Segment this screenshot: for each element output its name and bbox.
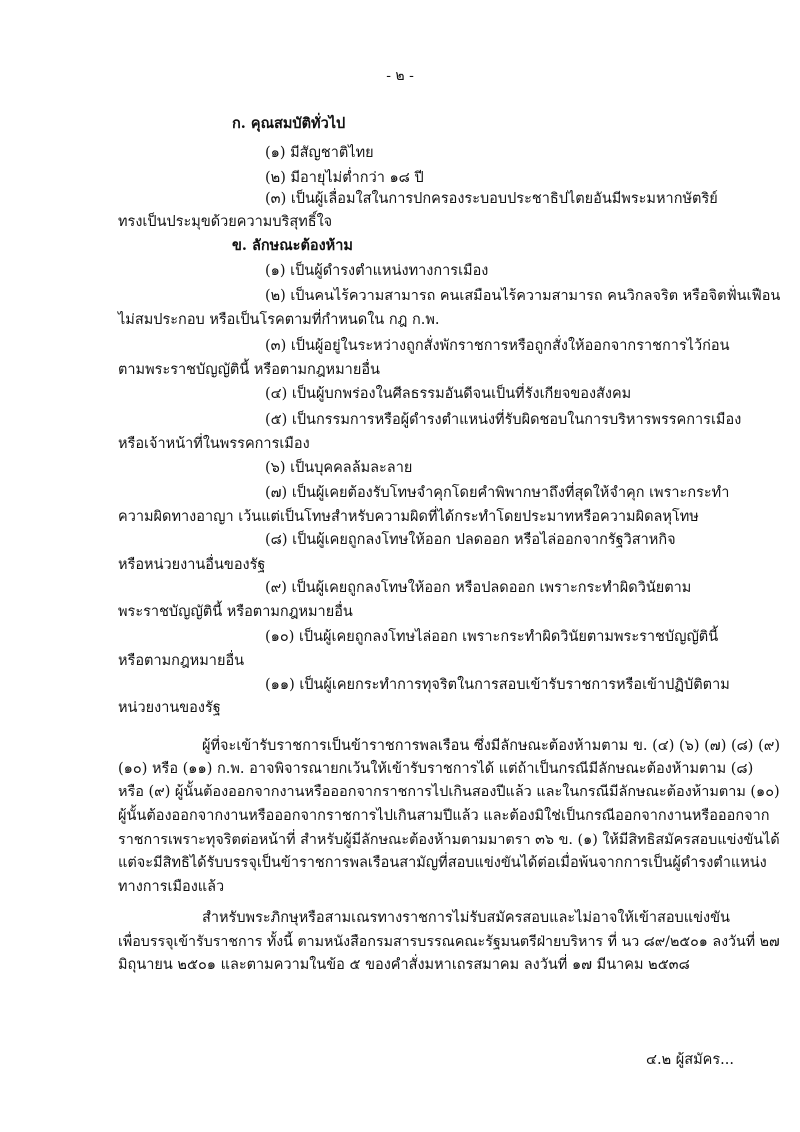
prohibition-line: (๓) เป็นผู้อยู่ในระหว่างถูกสั่งพักราชการหรือถูกสั่งให้ออกจากราชการไว้ก่อน [265, 338, 730, 354]
prohibition-line: (๔) เป็นผู้บกพร่องในศีลธรรมอันดีจนเป็นที่รังเกียจของสังคม [265, 386, 632, 402]
prohibition-line: (๑๐) เป็นผู้เคยถูกลงโทษไล่ออก เพราะกระทำผิดวินัยตามพระราชบัญญัตินี้ [265, 629, 719, 645]
prohibition-line: (๘) เป็นผู้เคยถูกลงโทษให้ออก ปลดออก หรือไล่ออกจากรัฐวิสาหกิจ [265, 532, 676, 548]
paragraph-line: แต่จะมีสิทธิได้รับบรรจุเป็นข้าราชการพลเรือนสามัญที่สอบแข่งขันได้ต่อเมื่อพ้นจากการเป็นผู้ดำรงตำแหน่ง [118, 855, 767, 871]
paragraph-line: มิถุนายน ๒๕๐๑ และตามความในข้อ ๕ ของคำสั่งมหาเถรสมาคม ลงวันที่ ๑๗ มีนาคม ๒๕๓๘ [118, 957, 690, 973]
paragraph-line: ผู้ที่จะเข้ารับราชการเป็นข้าราชการพลเรือน ซึ่งมีลักษณะต้องห้ามตาม ข. (๔) (๖) (๗) (๘) (๙) [202, 738, 781, 754]
paragraph-line: ราชการเพราะทุจริตต่อหน้าที่ สำหรับผู้มีลักษณะต้องห้ามตามมาตรา ๓๖ ข. (๑) ให้มีสิทธิสมัครสอบแข่งขันได้ [118, 832, 780, 848]
section-ka-heading: ก. คุณสมบัติทั่วไป [232, 115, 346, 132]
qualification-item-continued: ทรงเป็นประมุขด้วยความบริสุทธิ์ใจ [118, 214, 333, 230]
prohibition-line: (๑๑) เป็นผู้เคยกระทำการทุจริตในการสอบเข้ารับราชการหรือเข้าปฏิบัติตาม [265, 677, 730, 693]
prohibition-line: ไม่สมประกอบ หรือเป็นโรคตามที่กำหนดใน กฎ ก.พ. [118, 312, 440, 328]
paragraph-line: สำหรับพระภิกษุหรือสามเณรทางราชการไม่รับสมัครสอบและไม่อาจให้เข้าสอบแข่งขัน [202, 910, 730, 926]
prohibition-line: (๖) เป็นบุคคลล้มละลาย [265, 460, 413, 476]
prohibition-line: หรือหน่วยงานอื่นของรัฐ [118, 557, 266, 573]
prohibition-line: (๗) เป็นผู้เคยต้องรับโทษจำคุกโดยคำพิพากษาถึงที่สุดให้จำคุก เพราะกระทำ [265, 485, 730, 501]
prohibition-line: (๑) เป็นผู้ดำรงตำแหน่งทางการเมือง [265, 263, 489, 279]
prohibition-line: (๙) เป็นผู้เคยถูกลงโทษให้ออก หรือปลดออก เพราะกระทำผิดวินัยตาม [265, 580, 692, 596]
continuation-note: ๔.๒ ผู้สมัคร... [646, 1052, 734, 1068]
paragraph-line: (๑๐) หรือ (๑๑) ก.พ. อาจพิจารณายกเว้นให้เข้ารับราชการได้ แต่ถ้าเป็นกรณีมีลักษณะต้องห้ามตาม (๘) [118, 761, 754, 777]
paragraph-line: เพื่อบรรจุเข้ารับราชการ ทั้งนี้ ตามหนังสือกรมสารบรรณคณะรัฐมนตรีฝ่ายบริหาร ที่ นว ๘๙/๒๕๐๑ ลงวันที่ ๒๗ [118, 934, 780, 950]
prohibition-line: พระราชบัญญัตินี้ หรือตามกฎหมายอื่น [118, 604, 353, 620]
section-kho-heading: ข. ลักษณะต้องห้าม [232, 237, 353, 254]
qualification-item: (๒) มีอายุไม่ต่ำกว่า ๑๘ ปี [265, 170, 424, 186]
prohibition-line: ความผิดทางอาญา เว้นแต่เป็นโทษสำหรับความผิดที่ได้กระทำโดยประมาทหรือความผิดลหุโทษ [118, 509, 699, 525]
prohibition-line: หน่วยงานของรัฐ [118, 700, 221, 716]
qualification-item: (๑) มีสัญชาติไทย [265, 145, 374, 161]
prohibition-line: หรือตามกฎหมายอื่น [118, 653, 245, 669]
paragraph-line: หรือ (๙) ผู้นั้นต้องออกจากงานหรือออกจากราชการไปเกินสองปีแล้ว และในกรณีมีลักษณะต้องห้ามตาม (๑๐) [118, 784, 780, 800]
paragraph-line: ผู้นั้นต้องออกจากงานหรือออกจากราชการไปเกินสามปีแล้ว และต้องมิใช่เป็นกรณีออกจากงานหรือออกจาก [118, 808, 770, 824]
qualification-item: (๓) เป็นผู้เลื่อมใสในการปกครองระบอบประชาธิปไตยอันมีพระมหากษัตริย์ [265, 191, 718, 207]
prohibition-line: (๒) เป็นคนไร้ความสามารถ คนเสมือนไร้ความสามารถ คนวิกลจริต หรือจิตฟั่นเฟือน [265, 288, 781, 304]
prohibition-line: ตามพระราชบัญญัตินี้ หรือตามกฎหมายอื่น [118, 362, 380, 378]
paragraph-line: ทางการเมืองแล้ว [118, 879, 225, 895]
prohibition-line: (๕) เป็นกรรมการหรือผู้ดำรงตำแหน่งที่รับผิดชอบในการบริหารพรรคการเมือง [265, 412, 742, 428]
prohibition-line: หรือเจ้าหน้าที่ในพรรคการเมือง [118, 436, 310, 452]
page-number: - ๒ - [386, 68, 414, 84]
